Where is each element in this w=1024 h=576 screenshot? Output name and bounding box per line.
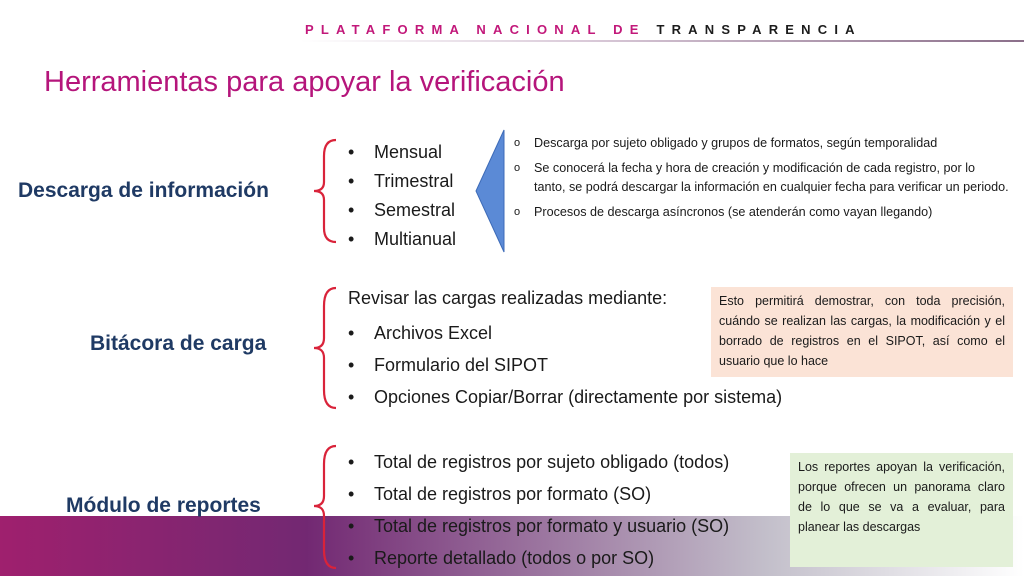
list-item-label: Reporte detallado (todos o por SO) xyxy=(374,548,655,568)
page-title: Herramientas para apoyar la verificación xyxy=(44,66,565,98)
list-item-label: Procesos de descarga asíncronos (se atenderán como vayan llegando) xyxy=(534,205,933,219)
list-item: • Mensual xyxy=(348,142,443,162)
list-item: • Total de registros por formato (SO) xyxy=(348,484,652,504)
list-item-label: Archivos Excel xyxy=(374,323,493,343)
list-item-label: Opciones Copiar/Borrar (directamente por sistema) xyxy=(374,387,783,407)
list-item-label: Total de registros por formato (SO) xyxy=(374,484,652,504)
brace-descarga xyxy=(310,136,340,246)
list-item: • Reporte detallado (todos o por SO) xyxy=(348,548,655,568)
list-descarga xyxy=(348,138,456,254)
list-item: • Total de registros por sujeto obligado (todos) xyxy=(348,452,730,472)
header-text-part2: TRANSPARENCIA xyxy=(656,22,862,37)
list-item: • Total de registros por formato y usuario (SO) xyxy=(348,516,730,536)
header-divider xyxy=(300,40,1024,42)
list-item-label: Se conocerá la fecha y hora de creación y modificación de cada registro, por lo tanto, se podrá descargar la información en cualquier fecha para verificar un periodo. xyxy=(534,161,1009,194)
note-reportes xyxy=(790,453,1013,567)
list-item-label: Multianual xyxy=(374,229,457,249)
brace-reportes xyxy=(310,442,340,572)
note-bitacora xyxy=(711,287,1013,377)
section-label-bitacora: Bitácora de carga xyxy=(90,332,267,355)
list-item-label: Formulario del SIPOT xyxy=(374,355,549,375)
list-item-label: Semestral xyxy=(374,200,456,220)
bitacora-intro: Revisar las cargas realizadas mediante: xyxy=(348,288,668,308)
triangle-pointer-icon xyxy=(476,128,506,254)
list-item: o Procesos de descarga asíncronos (se atenderán como vayan llegando) xyxy=(514,205,933,219)
brace-bitacora xyxy=(310,284,340,412)
list-item-label: Descarga por sujeto obligado y grupos de formatos, según temporalidad xyxy=(534,136,938,150)
list-item-label: Total de registros por sujeto obligado (todos) xyxy=(374,452,730,472)
list-item-label: Trimestral xyxy=(374,171,454,191)
list-item: • Formulario del SIPOT xyxy=(348,355,549,375)
list-item-label: Mensual xyxy=(374,142,443,162)
list-item: o Se conocerá la fecha y hora de creación y modificación de cada registro, por lo tanto, se podrá descargar la información en cualquier fecha para verificar un periodo. xyxy=(514,161,1009,194)
note-text: Esto permitirá demostrar, con toda precisión, cuándo se realizan las cargas, la modificación y el borrado de registros en el SIPOT, así como el usuario que lo hace xyxy=(719,294,1005,368)
list-item: • Semestral xyxy=(348,200,456,220)
section-label-descarga: Descarga de información xyxy=(18,179,269,202)
list-item: • Opciones Copiar/Borrar (directamente por sistema) xyxy=(348,387,783,407)
list-descarga-details xyxy=(510,134,1010,228)
list-item: o Descarga por sujeto obligado y grupos de formatos, según temporalidad xyxy=(514,136,938,150)
list-item: • Multianual xyxy=(348,229,457,249)
note-text: Los reportes apoyan la verificación, porque ofrecen un panorama claro de lo que se va a evaluar, para planear las descargas xyxy=(798,460,1005,534)
list-item-label: Total de registros por formato y usuario (SO) xyxy=(374,516,730,536)
list-reportes xyxy=(348,446,729,574)
list-item: • Trimestral xyxy=(348,171,454,191)
section-label-reportes: Módulo de reportes xyxy=(66,494,261,517)
list-item: • Archivos Excel xyxy=(348,323,493,343)
header-text-part1: PLATAFORMA NACIONAL DE xyxy=(305,22,646,37)
platform-header xyxy=(305,22,862,37)
